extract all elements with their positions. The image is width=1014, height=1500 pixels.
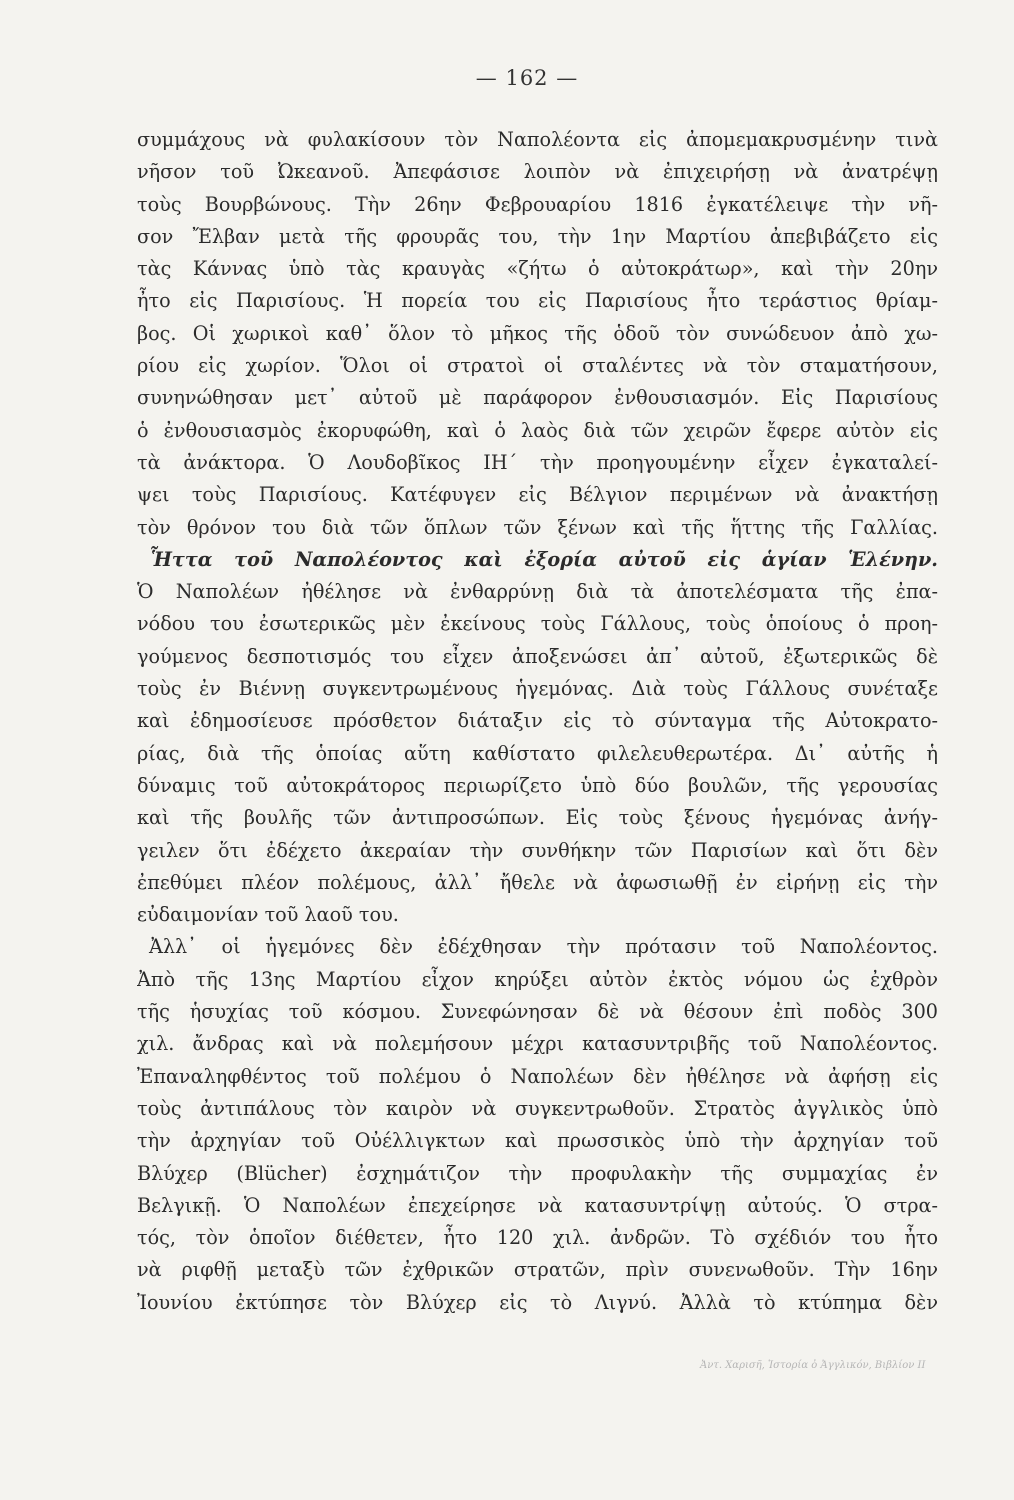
text-line: Βλύχερ (Blücher) ἐσχημάτιζον τὴν προφυλακὴν τῆς συμμαχίας ἐν [137,1161,938,1185]
text-line: Ἐπαναληφθέντος τοῦ πολέμου ὁ Ναπολέων δὲν ἠθέλησε νὰ ἀφήσῃ εἰς [137,1064,938,1088]
text-line: ἐπεθύμει πλέον πολέμους, ἀλλ᾿ ἤθελε νὰ ἀφωσιωθῇ ἐν εἰρήνῃ εἰς τὴν [137,870,938,894]
text-line: τὰς Κάννας ὑπὸ τὰς κραυγὰς «ζήτω ὁ αὐτοκράτωρ», καὶ τὴν 20ην [137,257,938,281]
text-line: εὐδαιμονίαν τοῦ λαοῦ του. [137,903,399,927]
text-line: Ἰουνίου ἐκτύπησε τὸν Βλύχερ εἰς τὸ Λιγνύ. Ἀλλὰ τὸ κτύπημα δὲν [137,1290,938,1314]
section-heading: Ἧττα τοῦ Ναπολέοντος καὶ ἐξορία αὐτοῦ εἰς ἁγίαν Ἑλένην. [149,547,938,571]
text-line: νῆσον τοῦ Ὠκεανοῦ. Ἀπεφάσισε λοιπὸν νὰ ἐπιχειρήσῃ νὰ ἀνατρέψῃ [137,160,938,184]
text-line: Ἀλλ᾿ οἱ ἡγεμόνες δὲν ἐδέχθησαν τὴν πρότασιν τοῦ Ναπολέοντος. [149,935,938,959]
text-line: τοὺς ἀντιπάλους τὸν καιρὸν νὰ συγκεντρωθοῦν. Στρατὸς ἀγγλικὸς ὑπὸ [137,1096,938,1120]
text-line: νὰ ριφθῇ μεταξὺ τῶν ἐχθρικῶν στρατῶν, πρὶν συνενωθοῦν. Τὴν 16ην [137,1258,938,1282]
text-line: νόδου του ἐσωτερικῶς μὲν ἐκείνους τοὺς Γάλλους, τοὺς ὁποίους ὁ προη- [137,612,938,636]
text-line: ἦτο εἰς Παρισίους. Ἡ πορεία του εἰς Παρισίους ἦτο τεράστιος θρίαμ- [137,289,938,313]
text-line: Βελγικῇ. Ὁ Ναπολέων ἐπεχείρησε νὰ κατασυντρίψῃ αὐτούς. Ὁ στρα- [137,1193,938,1217]
text-line: ρίας, διὰ τῆς ὁποίας αὕτη καθίστατο φιλελευθερωτέρα. Δι᾿ αὐτῆς ἡ [137,741,938,765]
page-number: — 162 — [475,66,579,90]
text-line: γειλεν ὅτι ἐδέχετο ἀκεραίαν τὴν συνθήκην τῶν Παρισίων καὶ ὅτι δὲν [137,838,938,862]
text-line: τὴν ἀρχηγίαν τοῦ Οὐέλλιγκτων καὶ πρωσσικὸς ὑπὸ τὴν ἀρχηγίαν τοῦ [137,1129,938,1153]
body-text [137,124,938,1319]
text-line: τοὺς Βουρβώνους. Τὴν 26ην Φεβρουαρίου 1816 ἐγκατέλειψε τὴν νῆ- [137,192,938,216]
text-line: καὶ ἐδημοσίευσε πρόσθετον διάταξιν εἰς τὸ σύνταγμα τῆς Αὐτοκρατο- [137,709,938,733]
text-line: δύναμις τοῦ αὐτοκράτορος περιωρίζετο ὑπὸ δύο βουλῶν, τῆς γερουσίας [137,773,938,797]
faint-footnote: Ἀντ. Χαρισῆ, Ἱστορία ὀ Ἀγγλικόν, Βιβλίον ΙΙ [700,1360,926,1371]
text-line: σον Ἔλβαν μετὰ τῆς φρουρᾶς του, τὴν 1ην Μαρτίου ἀπεβιβάζετο εἰς [137,224,938,248]
text-line: ψει τοὺς Παρισίους. Κατέφυγεν εἰς Βέλγιον περιμένων νὰ ἀνακτήσῃ [137,483,938,507]
text-line: χιλ. ἄνδρας καὶ νὰ πολεμήσουν μέχρι κατασυντριβῆς τοῦ Ναπολέοντος. [137,1032,938,1056]
text-line: ρίου εἰς χωρίον. Ὅλοι οἱ στρατοὶ οἱ σταλέντες νὰ τὸν σταματήσουν, [137,354,938,378]
text-line: Ὁ Ναπολέων ἠθέλησε νὰ ἐνθαρρύνῃ διὰ τὰ ἀποτελέσματα τῆς ἐπα- [137,580,938,604]
text-line: ὁ ἐνθουσιασμὸς ἐκορυφώθη, καὶ ὁ λαὸς διὰ τῶν χειρῶν ἔφερε αὐτὸν εἰς [137,418,938,442]
text-line: τοὺς ἐν Βιέννῃ συγκεντρωμένους ἡγεμόνας. Διὰ τοὺς Γάλλους συνέταξε [137,677,938,701]
text-line: καὶ τῆς βουλῆς τῶν ἀντιπροσώπων. Εἰς τοὺς ξένους ἡγεμόνας ἀνήγ- [137,806,938,830]
text-line: γούμενος δεσποτισμός του εἶχεν ἀποξενώσει ἀπ᾿ αὐτοῦ, ἐξωτερικῶς δὲ [137,644,938,668]
text-line: τὰ ἀνάκτορα. Ὁ Λουδοβῖκος ΙΗ΄ τὴν προηγουμένην εἶχεν ἐγκαταλεί- [137,450,938,474]
text-line: συνηνώθησαν μετ᾿ αὐτοῦ μὲ παράφορον ἐνθουσιασμόν. Εἰς Παρισίους [137,386,938,410]
text-line: βος. Οἱ χωρικοὶ καθ᾿ ὅλον τὸ μῆκος τῆς ὁδοῦ τὸν συνώδευον ἀπὸ χω- [137,321,938,345]
text-line: τός, τὸν ὁποῖον διέθετεν, ἦτο 120 χιλ. ἀνδρῶν. Τὸ σχέδιόν του ἦτο [137,1226,938,1250]
text-line: τὸν θρόνον του διὰ τῶν ὅπλων τῶν ξένων καὶ τῆς ἥττης τῆς Γαλλίας. [137,515,938,539]
text-line: τῆς ἡσυχίας τοῦ κόσμου. Συνεφώνησαν δὲ νὰ θέσουν ἐπὶ ποδὸς 300 [137,1000,938,1024]
text-line: συμμάχους νὰ φυλακίσουν τὸν Ναπολέοντα εἰς ἀπομεμακρυσμένην τινὰ [137,128,938,151]
text-line: Ἀπὸ τῆς 13ης Μαρτίου εἶχον κηρύξει αὐτὸν ἐκτὸς νόμου ὡς ἐχθρὸν [137,967,938,991]
